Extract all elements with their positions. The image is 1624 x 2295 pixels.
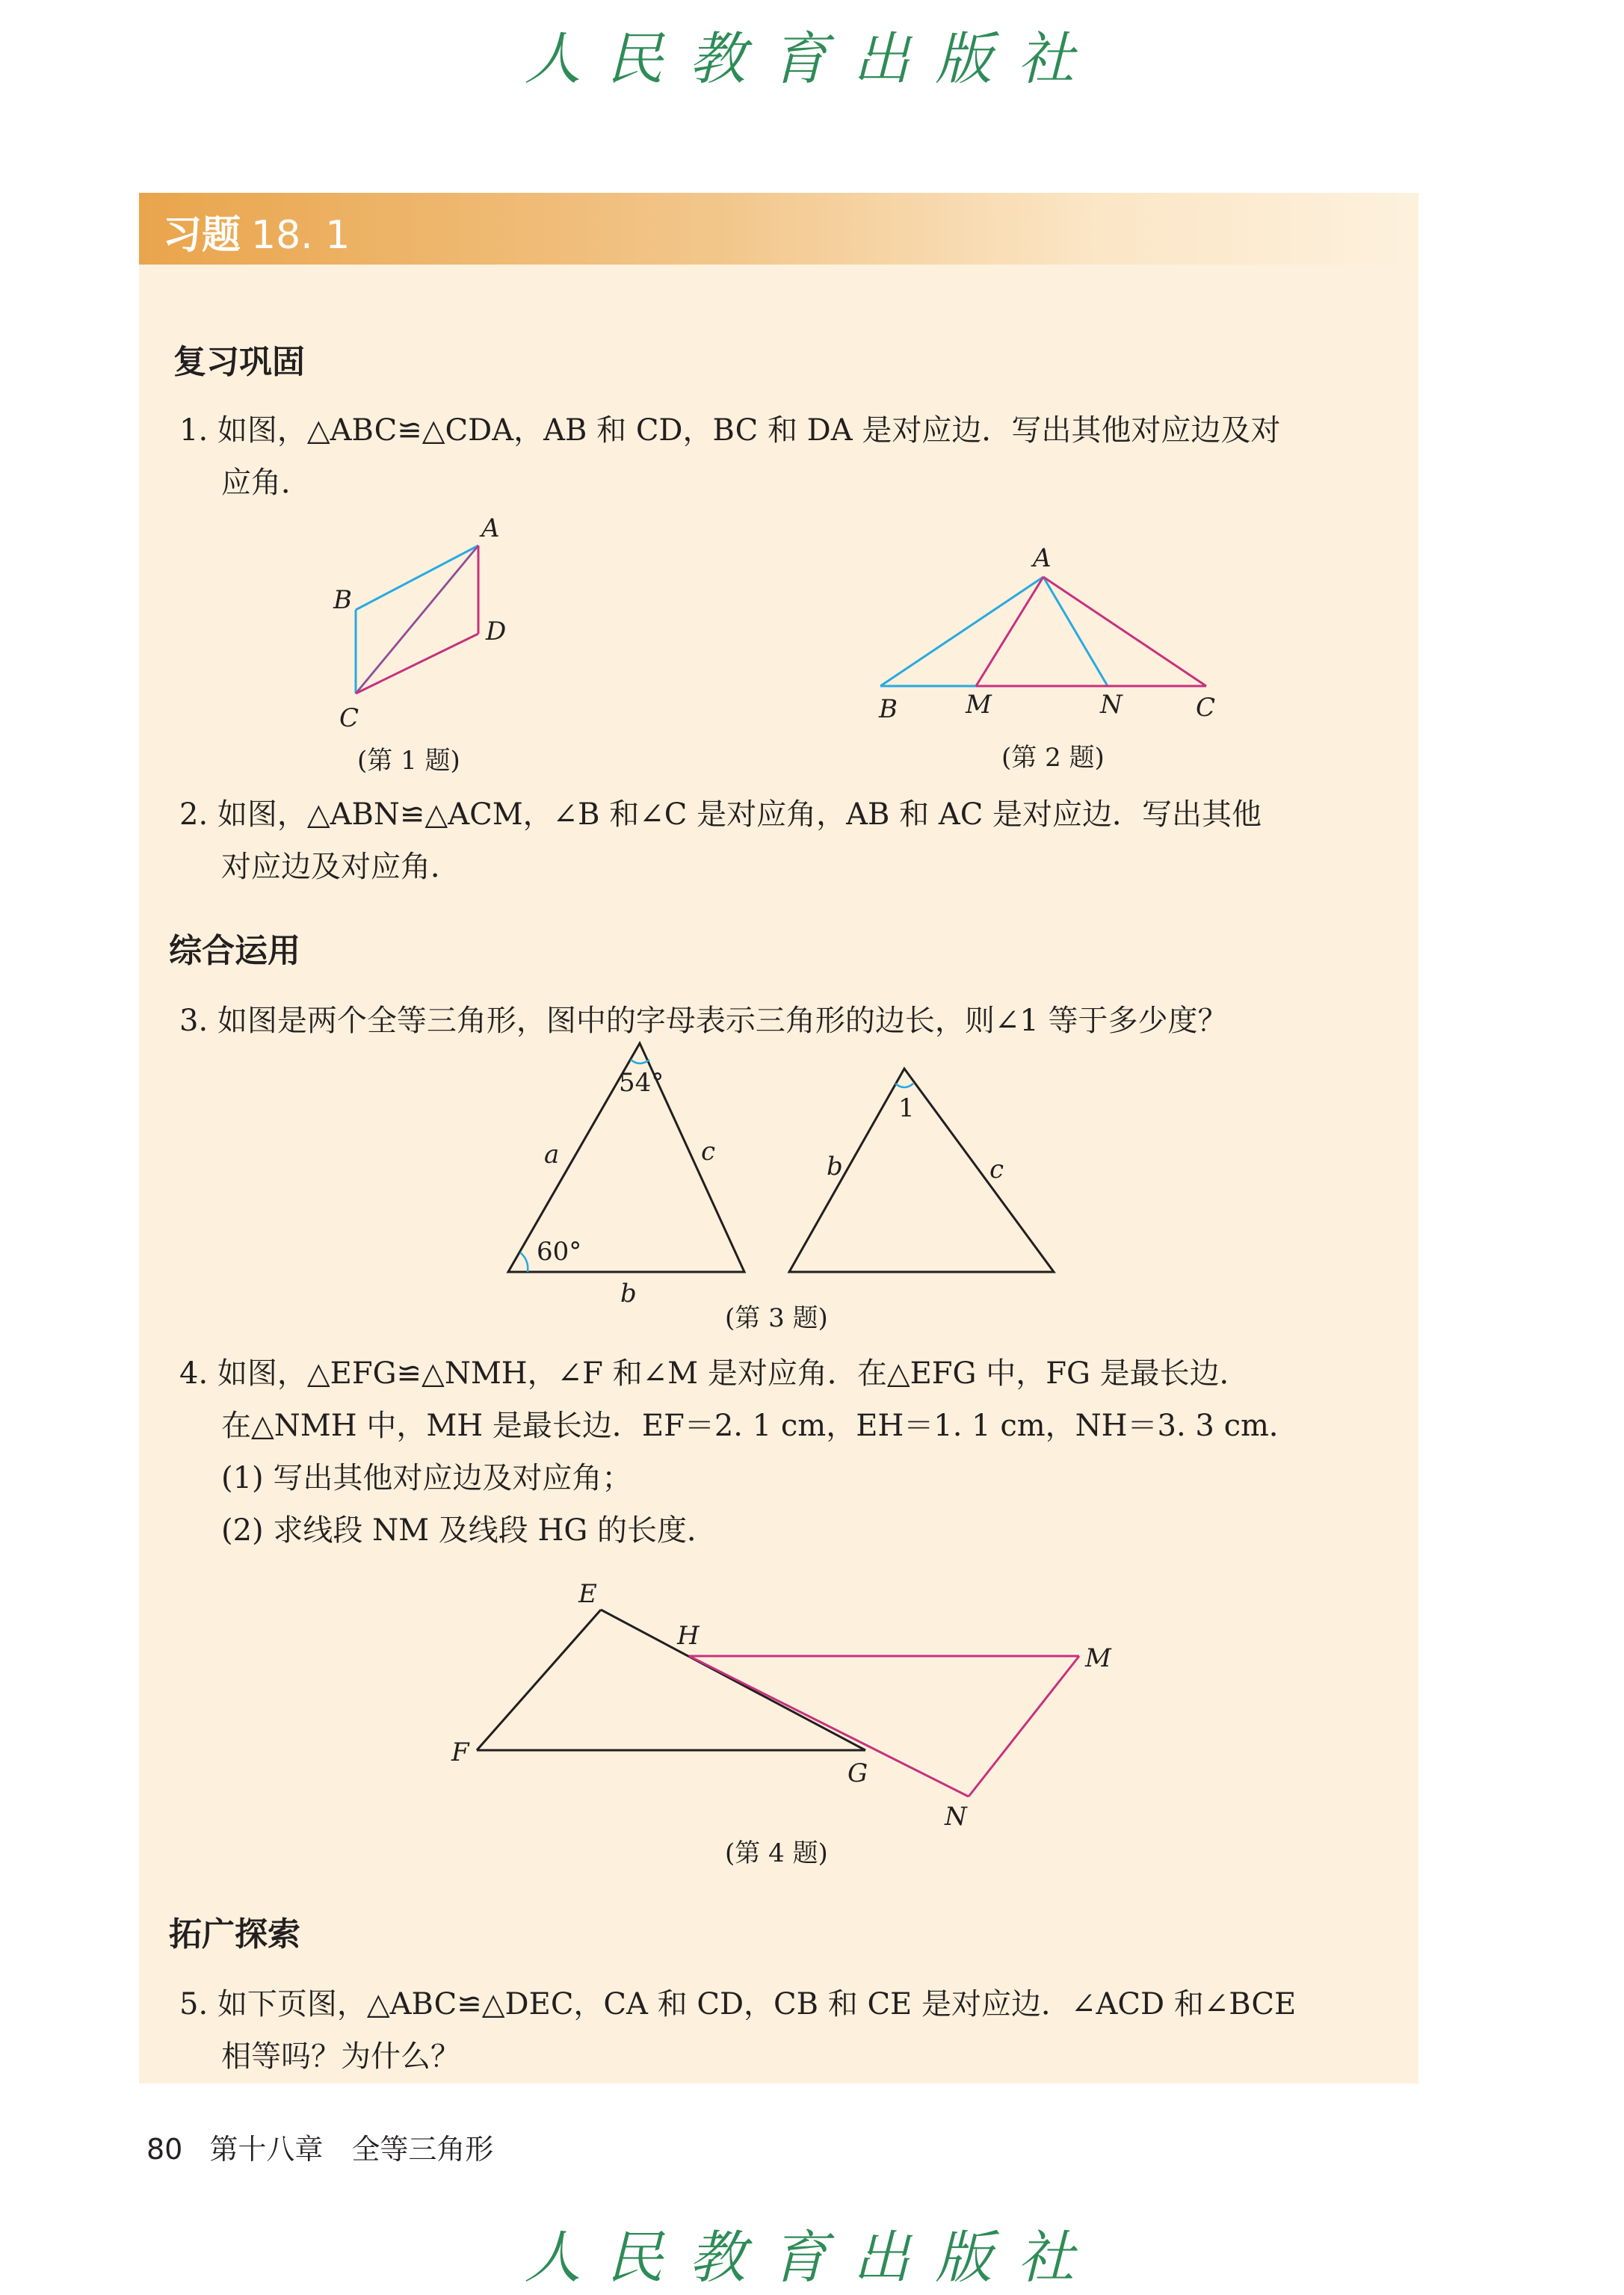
fig1-segment-AB: [356, 546, 478, 610]
fig3-label-b: b: [620, 1279, 637, 1309]
section-heading-explore: 拓广探索: [169, 1915, 300, 1953]
problem-4-line-3: (1) 写出其他对应边及对应角；: [221, 1461, 632, 1495]
figure-3: [493, 1031, 1076, 1309]
fig1-label-B: B: [333, 585, 352, 615]
fig4-label-N: N: [945, 1802, 967, 1832]
fig1-label-D: D: [486, 617, 507, 646]
fig3-left-bottom-angle-arc: [520, 1252, 528, 1272]
fig1-segment-CD: [356, 634, 478, 694]
fig3-label-c: c: [701, 1137, 716, 1167]
fig2-label-C: C: [1196, 693, 1216, 723]
figure-1: [329, 513, 523, 740]
chapter-title: 第十八章 全等三角形: [209, 2133, 494, 2166]
fig3-label-54: 54°: [619, 1068, 664, 1098]
fig2-label-B: B: [879, 694, 898, 724]
fig4-label-F: F: [451, 1738, 469, 1767]
fig3-label-60: 60°: [537, 1237, 582, 1267]
fig3-label-a: a: [544, 1140, 560, 1170]
fig2-label-N: N: [1100, 690, 1123, 720]
fig3-right-angle-arc: [895, 1084, 913, 1087]
fig4-label-H: H: [677, 1621, 700, 1651]
problem-1-line-1: 1. 如图，△ABC≌△CDA，AB 和 CD，BC 和 DA 是对应边．写出其他对应边及对: [179, 413, 1281, 448]
fig4-label-E: E: [578, 1579, 597, 1609]
fig4-segment-EF: [477, 1610, 601, 1750]
fig3-right-label-c: c: [989, 1155, 1004, 1184]
page-footer: [146, 2126, 493, 2167]
problem-5-line-2: 相等吗？为什么？: [221, 2039, 460, 2074]
fig1-label-C: C: [339, 703, 359, 733]
section-heading-review: 复习巩固: [173, 343, 305, 381]
figure-4-caption: (第 4 题): [725, 1838, 828, 1868]
fig1-label-A: A: [481, 513, 500, 543]
fig1-segment-CA-inner: [356, 546, 478, 694]
fig2-segment-AC: [1043, 577, 1206, 686]
fig2-segment-AN: [1043, 577, 1108, 686]
problem-5-line-1: 5. 如下页图，△ABC≌△DEC，CA 和 CD，CB 和 CE 是对应边．∠ACD 和∠BCE: [179, 1987, 1297, 2021]
fig2-segment-AB: [880, 577, 1043, 686]
fig4-label-G: G: [847, 1758, 868, 1788]
figure-4: [448, 1569, 1121, 1832]
publisher-watermark-top: 人民教育出版社: [524, 25, 1100, 92]
problem-2-line-2: 对应边及对应角．: [221, 850, 460, 884]
fig2-label-M: M: [966, 690, 992, 720]
exercise-title: [163, 203, 350, 259]
problem-4-line-2: 在△NMH 中，MH 是最长边．EF＝2. 1 cm，EH＝1. 1 cm，NH＝3. 3 cm．: [221, 1409, 1299, 1443]
figure-2: [867, 544, 1226, 723]
figure-2-caption: (第 2 题): [1001, 743, 1105, 773]
fig4-segment-MN: [969, 1656, 1079, 1797]
section-heading-application: 综合运用: [169, 932, 300, 970]
fig2-segment-AM: [976, 577, 1043, 686]
problem-4-line-1: 4. 如图，△EFG≌△NMH，∠F 和∠M 是对应角．在△EFG 中，FG 是最长边．: [179, 1356, 1250, 1391]
figure-3-caption: (第 3 题): [725, 1303, 828, 1333]
publisher-watermark-bottom: 人民教育出版社: [524, 2224, 1100, 2291]
fig4-segment-HN: [689, 1656, 969, 1797]
exercise-banner: [139, 193, 1418, 265]
page-number: 80: [146, 2133, 183, 2166]
fig3-right-label-b: b: [827, 1152, 843, 1182]
problem-1-line-2: 应角．: [221, 466, 311, 500]
fig4-label-M: M: [1085, 1643, 1111, 1673]
figure-1-caption: (第 1 题): [357, 746, 460, 776]
fig3-label-1: 1: [898, 1093, 915, 1123]
exercise-number: 18. 1: [251, 213, 351, 258]
problem-3-line-1: 3. 如图是两个全等三角形，图中的字母表示三角形的边长，则∠1 等于多少度？: [179, 1004, 1228, 1038]
fig4-segment-EG: [601, 1610, 865, 1750]
problem-2-line-1: 2. 如图，△ABN≌△ACM，∠B 和∠C 是对应角，AB 和 AC 是对应边．写出其他: [179, 797, 1262, 832]
problem-4-line-4: (2) 求线段 NM 及线段 HG 的长度．: [221, 1513, 717, 1548]
fig2-label-A: A: [1033, 543, 1052, 573]
exercise-label: 习题: [163, 213, 241, 258]
